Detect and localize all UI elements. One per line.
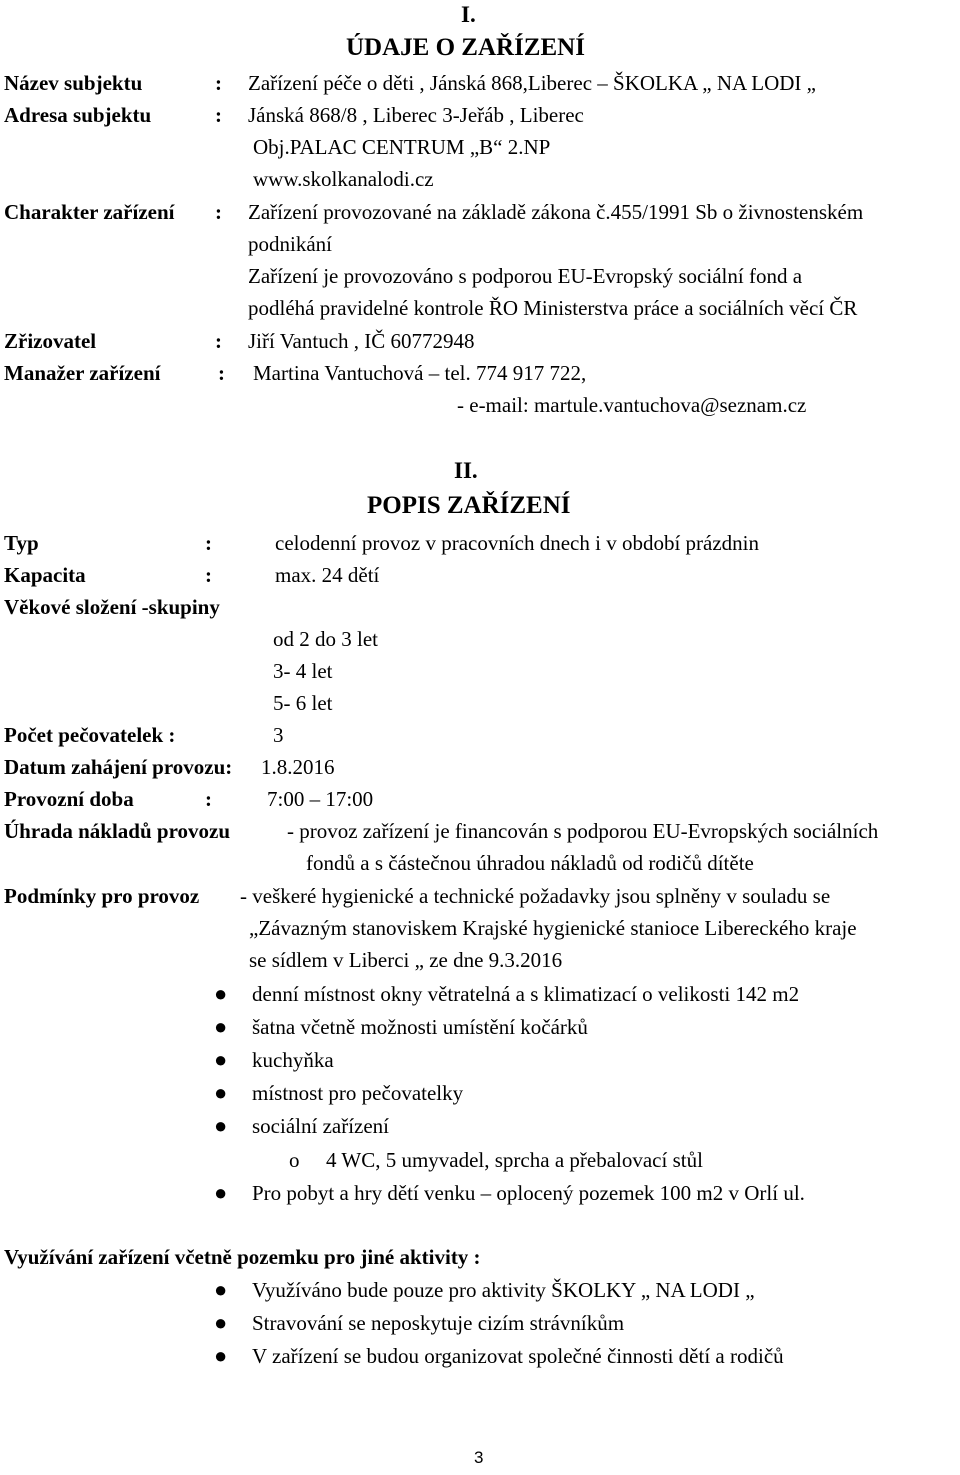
conditions-line: - veškeré hygienické a technické požadavky jsou splněny v souladu se: [240, 884, 831, 908]
facility-character-line: Zařízení provozované na základě zákona č.455/1991 Sb o živnostenském: [248, 200, 864, 224]
colon: :: [215, 329, 222, 353]
bullet-icon: ●: [214, 1080, 228, 1105]
operating-hours-value: 7:00 – 17:00: [267, 787, 374, 811]
section-title: POPIS ZAŘÍZENÍ: [367, 492, 571, 519]
facility-character-line: Zařízení je provozováno s podporou EU-Evropský sociální fond a: [248, 264, 803, 288]
section-number: I.: [461, 2, 476, 27]
manager-label: Manažer zařízení: [4, 361, 161, 385]
conditions-label: Podmínky pro provoz: [4, 884, 200, 908]
start-date-label: Datum zahájení provozu:: [4, 755, 233, 779]
subject-address-line: Jánská 868/8 , Liberec 3-Jeřáb , Liberec: [248, 103, 584, 127]
list-item: Pro pobyt a hry dětí venku – oplocený pozemek 100 m2 v Orlí ul.: [252, 1181, 805, 1205]
section-title: ÚDAJE O ZAŘÍZENÍ: [346, 34, 585, 61]
colon: :: [215, 71, 222, 95]
subject-name-label: Název subjektu: [4, 71, 143, 95]
bullet-icon: ●: [214, 1277, 228, 1302]
capacity-label: Kapacita: [4, 563, 86, 587]
subject-address-line: www.skolkanalodi.cz: [253, 167, 434, 191]
bullet-icon: ●: [214, 1310, 228, 1335]
facility-character-label: Charakter zařízení: [4, 200, 175, 224]
manager-email: - e-mail: martule.vantuchova@seznam.cz: [457, 393, 807, 417]
list-item: sociální zařízení: [252, 1114, 390, 1138]
bullet-icon: ●: [214, 981, 228, 1006]
list-item: šatna včetně možnosti umístění kočárků: [252, 1015, 588, 1039]
subject-address-line: Obj.PALAC CENTRUM „B“ 2.NP: [253, 135, 551, 159]
list-item: Stravování se neposkytuje cizím strávníkům: [252, 1311, 625, 1335]
founder-label: Zřizovatel: [4, 329, 97, 353]
operating-hours-label: Provozní doba: [4, 787, 134, 811]
costs-line: - provoz zařízení je financován s podporou EU-Evropských sociálních: [287, 819, 879, 843]
colon: :: [205, 563, 212, 587]
bullet-icon: ●: [214, 1047, 228, 1072]
colon: :: [218, 361, 225, 385]
costs-line: fondů a s částečnou úhradou nákladů od rodičů dítěte: [306, 851, 754, 875]
colon: :: [205, 787, 212, 811]
conditions-line: „Závazným stanoviskem Krajské hygienické stanioce Libereckého kraje: [249, 916, 857, 940]
age-groups-label: Věkové složení -skupiny: [4, 595, 220, 619]
sub-bullet-icon: o: [289, 1148, 300, 1172]
list-item: Využíváno bude pouze pro aktivity ŠKOLKY „ NA LODI „: [252, 1278, 755, 1302]
page-number: 3: [474, 1448, 484, 1467]
bullet-icon: ●: [214, 1180, 228, 1205]
bullet-icon: ●: [214, 1113, 228, 1138]
list-item: místnost pro pečovatelky: [252, 1081, 464, 1105]
caregivers-value: 3: [273, 723, 284, 747]
conditions-line: se sídlem v Liberci „ ze dne 9.3.2016: [249, 948, 563, 972]
capacity-value: max. 24 dětí: [275, 563, 380, 587]
founder-value: Jiří Vantuch , IČ 60772948: [248, 329, 475, 353]
bullet-icon: ●: [214, 1343, 228, 1368]
list-item: V zařízení se budou organizovat společné činnosti dětí a rodičů: [252, 1344, 784, 1368]
list-item: kuchyňka: [252, 1048, 334, 1072]
colon: :: [205, 531, 212, 555]
type-label: Typ: [4, 531, 39, 555]
list-item: denní místnost okny větratelná a s klimatizací o velikosti 142 m2: [252, 982, 800, 1006]
type-value: celodenní provoz v pracovních dnech i v období prázdnin: [275, 531, 760, 555]
facility-character-line: podléhá pravidelné kontrole ŘO Ministerstva práce a sociálních věcí ČR: [248, 296, 858, 320]
other-use-heading: Využívání zařízení včetně pozemku pro jiné aktivity :: [4, 1245, 481, 1269]
age-group: od 2 do 3 let: [273, 627, 378, 651]
costs-label: Úhrada nákladů provozu: [4, 819, 231, 843]
bullet-icon: ●: [214, 1014, 228, 1039]
section-number: II.: [454, 458, 478, 483]
caregivers-label: Počet pečovatelek :: [4, 723, 176, 747]
start-date-value: 1.8.2016: [261, 755, 335, 779]
facility-character-line: podnikání: [248, 232, 332, 256]
age-group: 5- 6 let: [273, 691, 333, 715]
subject-address-label: Adresa subjektu: [4, 103, 152, 127]
sub-list-item: 4 WC, 5 umyvadel, sprcha a přebalovací stůl: [326, 1148, 703, 1172]
colon: :: [215, 103, 222, 127]
colon: :: [215, 200, 222, 224]
manager-phone: Martina Vantuchová – tel. 774 917 722,: [253, 361, 587, 385]
age-group: 3- 4 let: [273, 659, 333, 683]
subject-name-value: Zařízení péče o děti , Jánská 868,Liberec – ŠKOLKA „ NA LODI „: [248, 71, 816, 95]
